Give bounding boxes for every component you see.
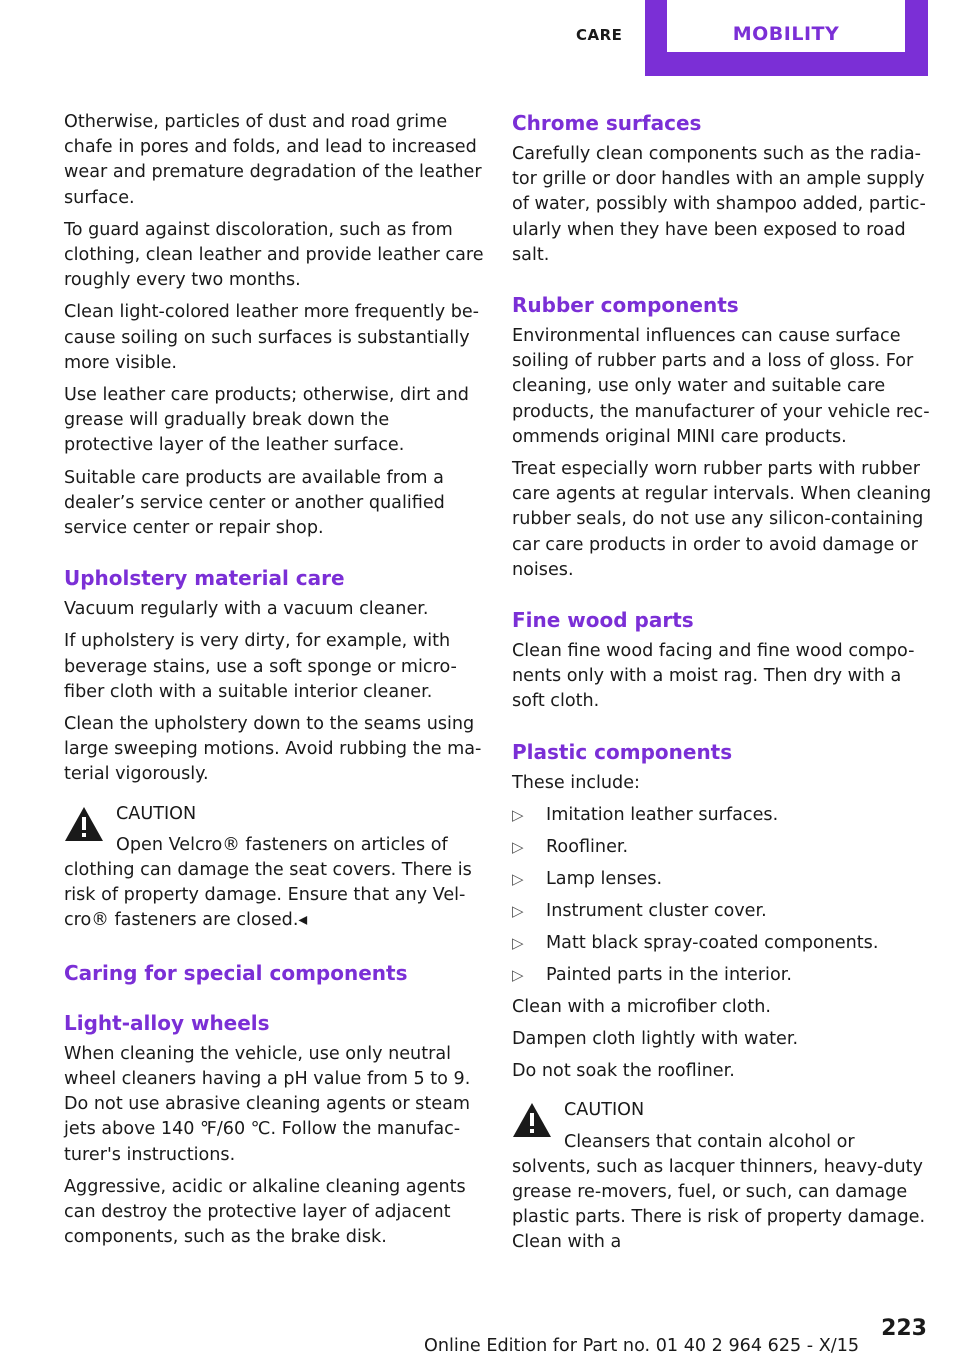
header-tab-mobility[interactable] <box>645 0 928 76</box>
paragraph: When cleaning the vehicle, use only neutral wheel cleaners having a pH value from 5 to 9. Do not use abrasive cleaning agents or steam jets above 140 ℉/60 ℃. Follow the manufac-turer's instructions. <box>64 1043 471 1165</box>
paragraph: Use leather care products; otherwise, dirt and grease will gradually break down the protective layer of the leather surface. <box>64 385 469 456</box>
paragraph: Clean light-colored leather more frequently be-cause soiling on such surfaces is substantially more visible. <box>64 302 480 373</box>
caution-box <box>64 802 484 934</box>
caution-label: CAUTION <box>564 1100 645 1121</box>
caution-label: CAUTION <box>116 803 197 824</box>
heading-chrome-surfaces: Chrome surfaces <box>512 111 702 135</box>
triangle-right-icon: ▷ <box>512 869 524 888</box>
paragraph: Suitable care products are available from a dealer’s service center or another qualified service center or repair shop. <box>64 467 445 539</box>
list-item-text: Imitation leather surfaces. <box>546 804 779 825</box>
warning-triangle-icon <box>512 1102 552 1138</box>
right-column <box>512 110 932 1266</box>
warning-triangle-icon <box>64 806 104 842</box>
list-item <box>512 963 932 988</box>
paragraph: Carefully clean components such as the radia-tor grille or door handles with an ample supply of water, possibly with shampoo added, partic-ularly when they have been exposed to road salt. <box>512 144 926 265</box>
list-item-text: Painted parts in the interior. <box>546 964 792 985</box>
bullet-list <box>512 803 932 988</box>
paragraph: Treat especially worn rubber parts with rubber care agents at regular intervals. When cleaning rubber seals, do not use any silicon-containing car care products in order to avoid damage or noises. <box>512 459 932 580</box>
paragraph: Vacuum regularly with a vacuum cleaner. <box>64 599 429 620</box>
paragraph: To guard against discoloration, such as from clothing, clean leather and provide leather care roughly every two months. <box>64 219 484 291</box>
caution-box <box>512 1098 932 1255</box>
paragraph: If upholstery is very dirty, for example, with beverage stains, use a soft sponge or micro-fiber cloth with a suitable interior cleaner. <box>64 631 457 702</box>
list-item-text: Lamp lenses. <box>546 868 663 889</box>
list-item <box>512 803 932 828</box>
caution-text: Open Velcro® fasteners on articles of clothing can damage the seat covers. There is risk of property damage. Ensure that any Vel-cro® fasteners are closed.◂ <box>64 834 472 931</box>
list-item <box>512 867 932 892</box>
list-item-text: Matt black spray-coated components. <box>546 932 879 953</box>
page-number: 223 <box>881 1316 927 1341</box>
list-item <box>512 899 932 924</box>
list-item-text: Roofliner. <box>546 836 629 857</box>
paragraph: Environmental influences can cause surface soiling of rubber parts and a loss of gloss. For cleaning, use only water and suitable care products, the manufacturer of your vehicle rec-ommends original MINI care products. <box>512 326 930 447</box>
paragraph: Clean fine wood facing and fine wood compo-nents only with a moist rag. Then dry with a soft cloth. <box>512 641 915 712</box>
list-item-text: Instrument cluster cover. <box>546 900 767 921</box>
triangle-right-icon: ▷ <box>512 805 524 824</box>
heading-special-components: Caring for special components <box>64 960 408 985</box>
paragraph: These include: <box>512 772 640 793</box>
paragraph: Otherwise, particles of dust and road grime chafe in pores and folds, and lead to increased wear and premature degradation of the leather surface. <box>64 112 482 208</box>
triangle-right-icon: ▷ <box>512 901 524 920</box>
paragraph: Dampen cloth lightly with water. <box>512 1029 799 1050</box>
heading-rubber-components: Rubber components <box>512 293 739 318</box>
left-column <box>64 110 484 1257</box>
paragraph: Clean the upholstery down to the seams using large sweeping motions. Avoid rubbing the ma-terial vigorously. <box>64 714 482 785</box>
footer-edition: Online Edition for Part no. 01 40 2 964 625 - X/15 <box>424 1336 860 1356</box>
caution-text: Cleansers that contain alcohol or solvents, such as lacquer thinners, heavy-duty grease re-movers, fuel, or such, can damage plastic parts. There is risk of property damage. Clean with a <box>512 1131 926 1253</box>
heading-light-alloy-wheels: Light-alloy wheels <box>64 1010 270 1035</box>
paragraph: Aggressive, acidic or alkaline cleaning agents can destroy the protective layer of adjacent components, such as the brake disk. <box>64 1176 466 1248</box>
heading-fine-wood-parts: Fine wood parts <box>512 608 694 633</box>
list-item <box>512 835 932 860</box>
header-tab-care[interactable]: CARE <box>576 26 623 44</box>
heading-plastic-components: Plastic components <box>512 739 733 764</box>
paragraph: Do not soak the roofliner. <box>512 1061 735 1082</box>
triangle-right-icon: ▷ <box>512 837 524 856</box>
paragraph: Clean with a microfiber cloth. <box>512 996 771 1017</box>
header-tab-mobility-label: MOBILITY <box>667 0 905 52</box>
heading-upholstery: Upholstery material care <box>64 566 345 591</box>
triangle-right-icon: ▷ <box>512 965 524 984</box>
list-item <box>512 931 932 956</box>
triangle-right-icon: ▷ <box>512 933 524 952</box>
